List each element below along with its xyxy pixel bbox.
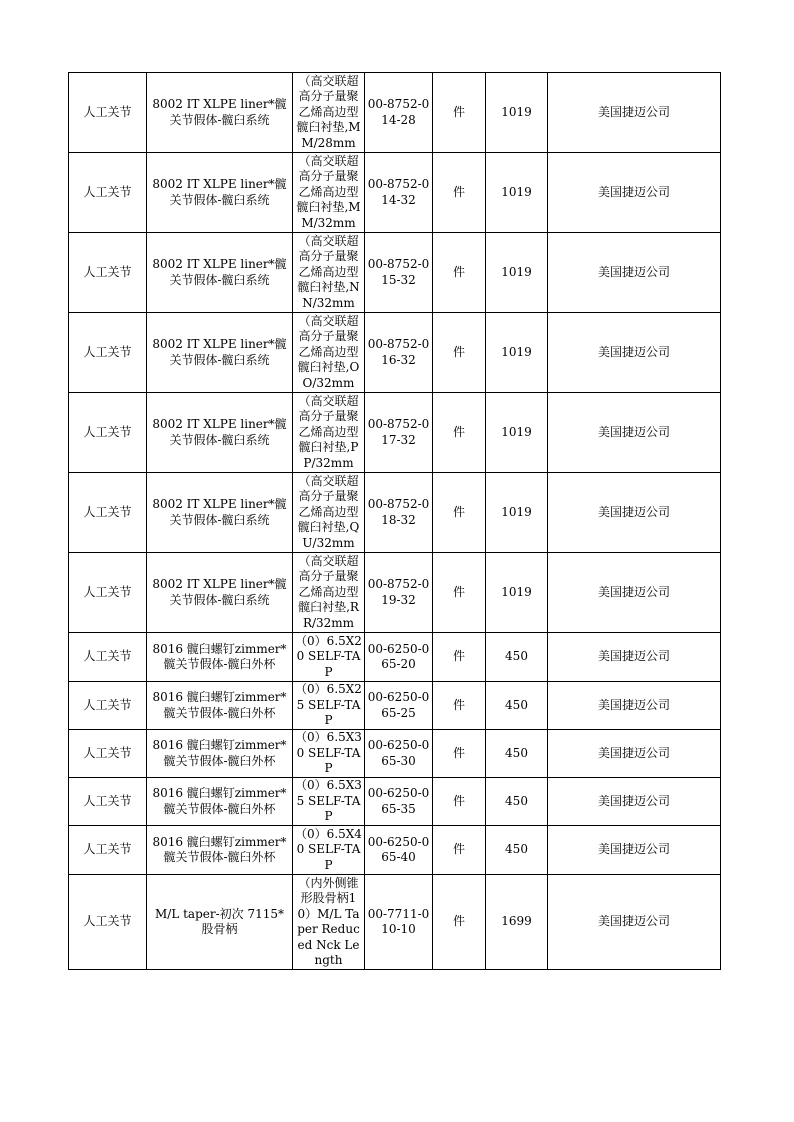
product-code-cell: 00-6250-065-40 bbox=[365, 826, 433, 875]
product-code-cell: 00-8752-014-28 bbox=[365, 73, 433, 153]
product-code-cell: 00-8752-014-32 bbox=[365, 153, 433, 233]
category-cell: 人工关节 bbox=[69, 153, 147, 233]
unit-cell: 件 bbox=[433, 313, 486, 393]
unit-cell: 件 bbox=[433, 393, 486, 473]
product-name-cell: 8002 IT XLPE liner*髋关节假体-髋臼系统 bbox=[147, 313, 293, 393]
table-row bbox=[69, 473, 721, 553]
product-name-cell: 8002 IT XLPE liner*髋关节假体-髋臼系统 bbox=[147, 473, 293, 553]
price-cell: 1019 bbox=[486, 73, 548, 153]
category-cell: 人工关节 bbox=[69, 73, 147, 153]
product-code-cell: 00-8752-017-32 bbox=[365, 393, 433, 473]
unit-cell: 件 bbox=[433, 153, 486, 233]
product-name-cell: 8002 IT XLPE liner*髋关节假体-髋臼系统 bbox=[147, 233, 293, 313]
table-row bbox=[69, 153, 721, 233]
table-row bbox=[69, 826, 721, 875]
spec-cell: （内外侧锥形股骨柄10）M/L Taper Reduced Nck Length bbox=[293, 875, 365, 970]
product-name-cell: 8002 IT XLPE liner*髋关节假体-髋臼系统 bbox=[147, 553, 293, 633]
unit-cell: 件 bbox=[433, 778, 486, 826]
unit-cell: 件 bbox=[433, 553, 486, 633]
product-code-cell: 00-6250-065-25 bbox=[365, 682, 433, 730]
unit-cell: 件 bbox=[433, 826, 486, 875]
company-cell: 美国捷迈公司 bbox=[548, 233, 721, 313]
company-cell: 美国捷迈公司 bbox=[548, 730, 721, 778]
product-name-cell: 8016 髋臼螺钉zimmer*髋关节假体-髋臼外杯 bbox=[147, 633, 293, 682]
unit-cell: 件 bbox=[433, 730, 486, 778]
company-cell: 美国捷迈公司 bbox=[548, 313, 721, 393]
table-row bbox=[69, 393, 721, 473]
price-cell: 1019 bbox=[486, 153, 548, 233]
company-cell: 美国捷迈公司 bbox=[548, 553, 721, 633]
unit-cell: 件 bbox=[433, 682, 486, 730]
price-cell: 1019 bbox=[486, 313, 548, 393]
spec-cell: （高交联超高分子量聚乙烯高边型髋臼衬垫,MM/28mm bbox=[293, 73, 365, 153]
category-cell: 人工关节 bbox=[69, 633, 147, 682]
product-code-cell: 00-8752-015-32 bbox=[365, 233, 433, 313]
company-cell: 美国捷迈公司 bbox=[548, 73, 721, 153]
category-cell: 人工关节 bbox=[69, 682, 147, 730]
price-cell: 450 bbox=[486, 778, 548, 826]
company-cell: 美国捷迈公司 bbox=[548, 393, 721, 473]
unit-cell: 件 bbox=[433, 633, 486, 682]
table-body bbox=[69, 73, 721, 970]
product-code-cell: 00-6250-065-20 bbox=[365, 633, 433, 682]
unit-cell: 件 bbox=[433, 875, 486, 970]
product-name-cell: 8002 IT XLPE liner*髋关节假体-髋臼系统 bbox=[147, 73, 293, 153]
company-cell: 美国捷迈公司 bbox=[548, 473, 721, 553]
company-cell: 美国捷迈公司 bbox=[548, 153, 721, 233]
table-row bbox=[69, 313, 721, 393]
spec-cell: （0）6.5X40 SELF-TAP bbox=[293, 826, 365, 875]
category-cell: 人工关节 bbox=[69, 730, 147, 778]
price-cell: 450 bbox=[486, 826, 548, 875]
category-cell: 人工关节 bbox=[69, 393, 147, 473]
category-cell: 人工关节 bbox=[69, 313, 147, 393]
price-cell: 450 bbox=[486, 730, 548, 778]
price-cell: 1019 bbox=[486, 393, 548, 473]
category-cell: 人工关节 bbox=[69, 875, 147, 970]
spec-cell: （高交联超高分子量聚乙烯高边型髋臼衬垫,QU/32mm bbox=[293, 473, 365, 553]
product-price-table bbox=[68, 72, 721, 970]
unit-cell: 件 bbox=[433, 73, 486, 153]
category-cell: 人工关节 bbox=[69, 826, 147, 875]
category-cell: 人工关节 bbox=[69, 233, 147, 313]
table-row bbox=[69, 633, 721, 682]
company-cell: 美国捷迈公司 bbox=[548, 826, 721, 875]
spec-cell: （高交联超高分子量聚乙烯高边型髋臼衬垫,PP/32mm bbox=[293, 393, 365, 473]
category-cell: 人工关节 bbox=[69, 778, 147, 826]
table-row bbox=[69, 233, 721, 313]
price-cell: 1019 bbox=[486, 233, 548, 313]
table-row bbox=[69, 682, 721, 730]
product-name-cell: M/L taper-初次 7115*股骨柄 bbox=[147, 875, 293, 970]
spec-cell: （高交联超高分子量聚乙烯高边型髋臼衬垫,RR/32mm bbox=[293, 553, 365, 633]
product-code-cell: 00-6250-065-35 bbox=[365, 778, 433, 826]
product-name-cell: 8016 髋臼螺钉zimmer*髋关节假体-髋臼外杯 bbox=[147, 682, 293, 730]
table-row bbox=[69, 778, 721, 826]
spec-cell: （高交联超高分子量聚乙烯高边型髋臼衬垫,NN/32mm bbox=[293, 233, 365, 313]
product-name-cell: 8016 髋臼螺钉zimmer*髋关节假体-髋臼外杯 bbox=[147, 778, 293, 826]
spec-cell: （0）6.5X30 SELF-TAP bbox=[293, 730, 365, 778]
product-code-cell: 00-8752-016-32 bbox=[365, 313, 433, 393]
company-cell: 美国捷迈公司 bbox=[548, 778, 721, 826]
price-cell: 1019 bbox=[486, 473, 548, 553]
table-row bbox=[69, 730, 721, 778]
product-code-cell: 00-6250-065-30 bbox=[365, 730, 433, 778]
spec-cell: （高交联超高分子量聚乙烯高边型髋臼衬垫,OO/32mm bbox=[293, 313, 365, 393]
spec-cell: （高交联超高分子量聚乙烯高边型髋臼衬垫,MM/32mm bbox=[293, 153, 365, 233]
spec-cell: （0）6.5X25 SELF-TAP bbox=[293, 682, 365, 730]
price-cell: 450 bbox=[486, 682, 548, 730]
company-cell: 美国捷迈公司 bbox=[548, 875, 721, 970]
product-code-cell: 00-8752-019-32 bbox=[365, 553, 433, 633]
table-row bbox=[69, 875, 721, 970]
company-cell: 美国捷迈公司 bbox=[548, 633, 721, 682]
table-row bbox=[69, 73, 721, 153]
spec-cell: （0）6.5X35 SELF-TAP bbox=[293, 778, 365, 826]
unit-cell: 件 bbox=[433, 233, 486, 313]
company-cell: 美国捷迈公司 bbox=[548, 682, 721, 730]
product-code-cell: 00-8752-018-32 bbox=[365, 473, 433, 553]
price-cell: 1699 bbox=[486, 875, 548, 970]
unit-cell: 件 bbox=[433, 473, 486, 553]
product-name-cell: 8002 IT XLPE liner*髋关节假体-髋臼系统 bbox=[147, 393, 293, 473]
product-code-cell: 00-7711-010-10 bbox=[365, 875, 433, 970]
category-cell: 人工关节 bbox=[69, 553, 147, 633]
category-cell: 人工关节 bbox=[69, 473, 147, 553]
price-cell: 1019 bbox=[486, 553, 548, 633]
price-cell: 450 bbox=[486, 633, 548, 682]
table-row bbox=[69, 553, 721, 633]
product-name-cell: 8016 髋臼螺钉zimmer*髋关节假体-髋臼外杯 bbox=[147, 730, 293, 778]
spec-cell: （0）6.5X20 SELF-TAP bbox=[293, 633, 365, 682]
product-name-cell: 8016 髋臼螺钉zimmer*髋关节假体-髋臼外杯 bbox=[147, 826, 293, 875]
product-name-cell: 8002 IT XLPE liner*髋关节假体-髋臼系统 bbox=[147, 153, 293, 233]
